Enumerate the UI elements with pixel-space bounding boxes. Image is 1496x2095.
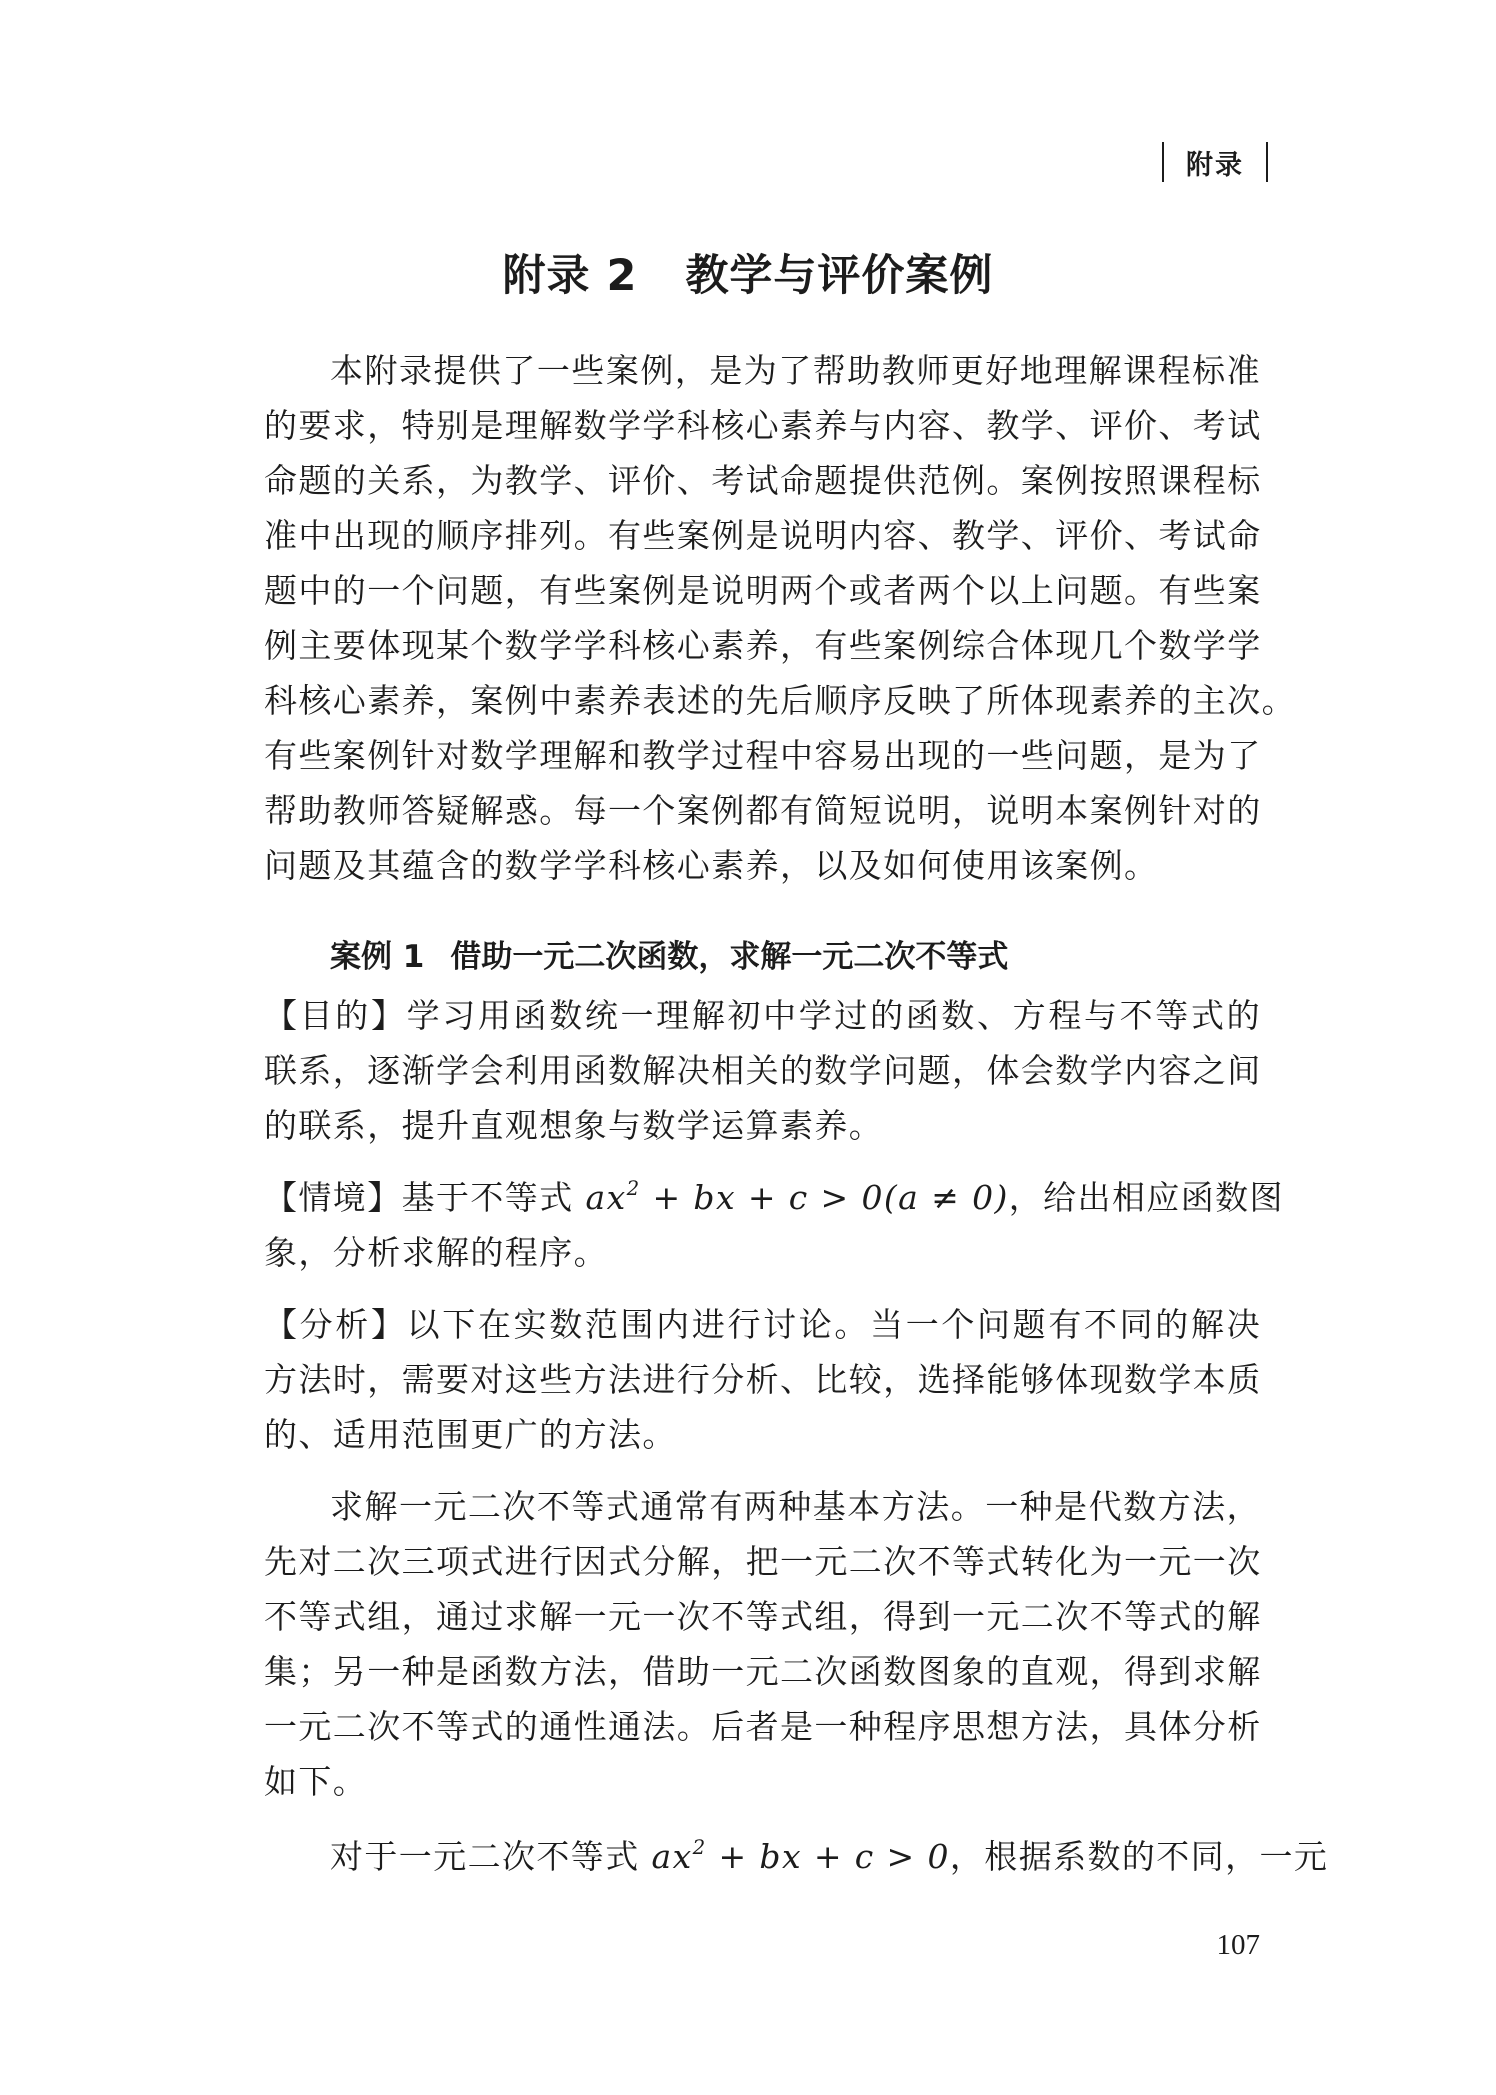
paragraph-line: 象，分析求解的程序。: [264, 1233, 608, 1272]
paragraph-line: 问题及其蕴含的数学学科核心素养，以及如何使用该案例。: [264, 846, 1159, 885]
paragraph-line: 如下。: [264, 1762, 368, 1801]
paragraph-line: 先对二次三项式进行因式分解，把一元二次不等式转化为一元一次: [264, 1542, 1262, 1581]
final-prefix: 对于一元二次不等式: [330, 1837, 652, 1876]
paragraph-line: 【分析】以下在实数范围内进行讨论。当一个问题有不同的解决: [264, 1305, 1261, 1344]
situation-line-1: [264, 1170, 1284, 1225]
paragraph-line: 的联系，提升直观想象与数学运算素养。: [264, 1106, 884, 1145]
paragraph-line: 有些案例针对数学理解和教学过程中容易出现的一些问题，是为了: [264, 736, 1262, 775]
paragraph-line: 本附录提供了一些案例，是为了帮助教师更好地理解课程标准: [330, 351, 1261, 390]
running-header: [1162, 140, 1268, 184]
paragraph-line: 科核心素养，案例中素养表述的先后顺序反映了所体现素养的主次。: [264, 681, 1296, 720]
chapter-title-text: 教学与评价案例: [685, 251, 994, 301]
case-title: 借助一元二次函数，求解一元二次不等式: [450, 939, 1009, 975]
situation-prefix: 【情境】基于不等式: [264, 1178, 586, 1217]
paragraph-line: 不等式组，通过求解一元一次不等式组，得到一元二次不等式的解: [264, 1597, 1262, 1636]
final-paragraph: [264, 1829, 1329, 1884]
paragraph-line: 方法时，需要对这些方法进行分析、比较，选择能够体现数学本质: [264, 1360, 1262, 1399]
paragraph-line: 命题的关系，为教学、评价、考试命题提供范例。案例按照课程标: [264, 461, 1262, 500]
paragraph-line: 【目的】学习用函数统一理解初中学过的函数、方程与不等式的: [264, 996, 1261, 1035]
final-suffix: ，根据系数的不同，一元: [949, 1837, 1329, 1876]
inequality-formula: $ax^2$ + bx + c > 0(a ≠ 0): [585, 1177, 1009, 1217]
header-left-bar: [1162, 142, 1164, 182]
paragraph-line: 的、适用范围更广的方法。: [264, 1415, 677, 1454]
final-line: [264, 1829, 1329, 1884]
paragraph-line: 题中的一个问题，有些案例是说明两个或者两个以上问题。有些案: [264, 571, 1262, 610]
case-label: 案例 1: [330, 939, 425, 975]
analysis-paragraph: [264, 1297, 1261, 1462]
purpose-paragraph: [264, 988, 1261, 1153]
situation-suffix: ，给出相应函数图: [1008, 1178, 1284, 1217]
intro-paragraph: [264, 343, 1296, 893]
running-header-text: 附录: [1186, 149, 1244, 181]
case-heading: [330, 930, 1008, 985]
paragraph-line: 求解一元二次不等式通常有两种基本方法。一种是代数方法，: [330, 1487, 1261, 1526]
page-number: 107: [1216, 1929, 1260, 1961]
paragraph-line: 集；另一种是函数方法，借助一元二次函数图象的直观，得到求解: [264, 1652, 1262, 1691]
paragraph-line: 联系，逐渐学会利用函数解决相关的数学问题，体会数学内容之间: [264, 1051, 1262, 1090]
paragraph-line: 准中出现的顺序排列。有些案例是说明内容、教学、评价、考试命: [264, 516, 1262, 555]
header-right-bar: [1266, 142, 1268, 182]
paragraph-line: 一元二次不等式的通性通法。后者是一种程序思想方法，具体分析: [264, 1707, 1262, 1746]
paragraph-line: 帮助教师答疑解惑。每一个案例都有简短说明，说明本案例针对的: [264, 791, 1262, 830]
paragraph-line: 的要求，特别是理解数学学科核心素养与内容、教学、评价、考试: [264, 406, 1262, 445]
situation-paragraph: [264, 1170, 1284, 1280]
chapter-label: 附录 2: [502, 251, 638, 301]
inequality-formula: $ax^2$ + bx + c > 0: [651, 1836, 950, 1876]
methods-paragraph: [264, 1479, 1261, 1809]
paragraph-line: 例主要体现某个数学学科核心素养，有些案例综合体现几个数学学: [264, 626, 1262, 665]
chapter-title: [0, 242, 1496, 303]
